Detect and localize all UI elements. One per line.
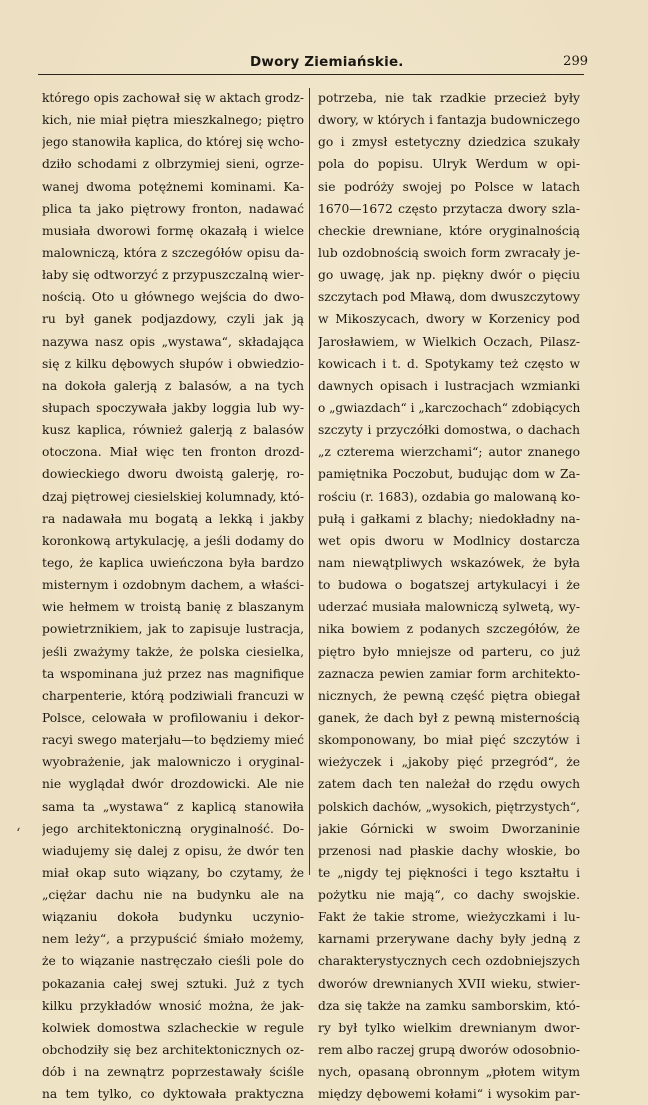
text-line: dzaj piętrowej ciesielskiej kolumnady, któ- xyxy=(42,489,304,504)
text-line: go i zmysł estetyczny dziedzica szukały xyxy=(318,135,580,150)
text-line: na dokoła galerją z balasów, a na tych xyxy=(42,378,304,393)
text-line: rem albo raczej grupą dworów odosobnio- xyxy=(318,1043,580,1058)
text-line: karnami przerywane dachy były jedną z xyxy=(318,932,580,947)
text-line: rościu (r. 1683), ozdabia go malowaną ko- xyxy=(318,489,580,504)
right-text-column xyxy=(318,87,580,1105)
header-rule xyxy=(38,74,584,75)
text-line: nością. Oto u głównego wejścia do dwo- xyxy=(42,290,304,305)
text-line: wie hełmem w troistą banię z blaszanym xyxy=(42,600,304,615)
text-line: wiązaniu dokoła budynku uczynio- xyxy=(42,910,304,925)
text-line: wieżyczek i „jakoby pięć przegród“, że xyxy=(318,755,580,770)
running-title: Dwory Ziemiańskie. xyxy=(250,54,404,70)
text-line: sie podróży swojej po Polsce w latach xyxy=(318,179,580,194)
text-line: którego opis zachował się w aktach grodz- xyxy=(42,91,304,105)
text-line: jeśli zważymy także, że polska ciesielka, xyxy=(42,644,304,659)
text-line: Jarosławiem, w Wielkich Oczach, Pilasz- xyxy=(318,334,580,349)
left-text-column xyxy=(42,87,304,1105)
text-line: koronkową artykulację, a jeśli dodamy do xyxy=(42,533,304,548)
text-line: skomponowany, bo miał pięć szczytów i xyxy=(318,733,580,748)
text-line: nem leży“, a przypuścić śmiało możemy, xyxy=(42,932,304,947)
text-line: wet opis dworu w Modlnicy dostarcza xyxy=(318,533,580,548)
text-line: przenosi nad płaskie dachy włoskie, bo xyxy=(318,843,580,858)
text-line: kich, nie miał piętra mieszkalnego; piętro xyxy=(42,113,304,128)
text-line: kusz kaplica, również galerją z balasów xyxy=(42,423,304,438)
text-line: na tem tylko, co dyktowała praktyczna xyxy=(42,1087,304,1102)
text-line: checkie drewniane, które oryginalnością xyxy=(318,223,580,238)
text-line: dowieckiego dworu dwoistą galerję, ro- xyxy=(42,467,304,482)
text-line: ry był tylko wielkim drewnianym dwor- xyxy=(318,1020,580,1035)
text-line: plica ta jako piętrowy fronton, nadawać xyxy=(42,201,304,216)
text-line: zaznacza pewien zamiar form architekto- xyxy=(318,666,580,681)
text-line: Polsce, celowała w profilowaniu i dekor- xyxy=(42,710,304,725)
text-line: jego architektoniczną oryginalność. Do- xyxy=(42,821,304,836)
text-line: pamiętnika Poczobut, budując dom w Za- xyxy=(318,467,580,482)
text-line: łaby się odtworzyć z przypuszczalną wier- xyxy=(42,268,304,283)
text-line: ta wspominana już przez nas magnifique xyxy=(42,666,304,681)
text-line: między dębowemi kołami“ i wysokim par- xyxy=(318,1087,580,1102)
text-line: „ciężar dachu nie na budynku ale na xyxy=(42,888,304,903)
text-line: Fakt że takie strome, wieżyczkami i lu- xyxy=(318,910,580,925)
text-line: szczytach pod Mławą, dom dwuszczytowy xyxy=(318,290,580,305)
text-line: wanej dwoma potężnemi kominami. Ka- xyxy=(42,179,304,194)
text-line: kowicach i t. d. Spotykamy też często w xyxy=(318,356,580,371)
text-line: nych, opasaną obronnym „płotem witym xyxy=(318,1065,580,1080)
text-line: ganek, że dach był z pewną misternością xyxy=(318,710,580,725)
text-line: pułą i gałkami z blachy; niedokładny na- xyxy=(318,511,580,526)
text-line: charpenterie, którą podziwiali francuzi w xyxy=(42,688,304,703)
text-line: ru był ganek podjazdowy, czyli jak ją xyxy=(42,312,304,327)
text-line: powietrznikiem, jak to zapisuje lustracja, xyxy=(42,622,304,637)
text-line: tego, że kaplica uwieńczona była bardzo xyxy=(42,555,304,570)
text-line: w Mikoszycach, dwory w Korzenicy pod xyxy=(318,312,580,327)
text-line: musiała dworowi formę okazałą i wielce xyxy=(42,223,304,238)
text-line: słupach spoczywała jakby loggia lub wy- xyxy=(42,400,304,415)
text-line: dób i na zewnątrz poprzestawały ściśle xyxy=(42,1065,304,1080)
text-line: piętro było mniejsze od parteru, co już xyxy=(318,644,580,659)
text-line: racyi swego materjału—to będziemy mieć xyxy=(42,733,304,748)
text-line: się z kilku dębowych słupów i obwiedzio- xyxy=(42,356,304,371)
text-line: uderzać musiała malowniczą sylwetą, wy- xyxy=(318,600,580,615)
text-line: lub ozdobnością swoich form zwracały je- xyxy=(318,245,580,260)
text-line: pola do popisu. Ulryk Werdum w opi- xyxy=(318,157,580,172)
text-line: że to wiązanie nastręczało cieśli pole do xyxy=(42,954,304,969)
text-line: wyobrażenie, jak malowniczo i oryginal- xyxy=(42,755,304,770)
text-line: ra nadawała mu bogatą a lekką i jakby xyxy=(42,511,304,526)
text-line: misternym i ozdobnym dachem, a właści- xyxy=(42,578,304,593)
column-divider xyxy=(309,88,310,875)
text-line: nie wyglądał dwór drozdowicki. Ale nie xyxy=(42,777,304,792)
text-line: dziło schodami z olbrzymiej sieni, ogrze- xyxy=(42,157,304,172)
text-line: jakie Górnicki w swoim Dworzaninie xyxy=(318,821,580,836)
text-line: sama ta „wystawa“ z kaplicą stanowiła xyxy=(42,799,304,814)
text-line: charakterystycznych cech ozdobniejszych xyxy=(318,954,580,969)
text-line: o „gwiazdach“ i „karczochach“ zdobiących xyxy=(318,400,580,415)
text-line: zatem dach ten należał do rzędu owych xyxy=(318,777,580,792)
text-line: nicznych, że pewną część piętra obiegał xyxy=(318,688,580,703)
text-line: wiadujemy się dalej z opisu, że dwór ten xyxy=(42,843,304,858)
text-line: nam niewątpliwych wskazówek, że była xyxy=(318,555,580,570)
margin-mark: ‘ xyxy=(16,826,21,842)
text-line: pokazania całej swej sztuki. Już z tych xyxy=(42,976,304,991)
text-line: polskich dachów, „wysokich, piętrzystych“, xyxy=(318,799,580,814)
text-line: obchodziły się bez architektonicznych oz- xyxy=(42,1043,304,1058)
text-line: te „nigdy tej piękności i tego kształtu i xyxy=(318,865,580,880)
text-line: „z czterema wierzchami“; autor znanego xyxy=(318,445,580,460)
text-line: pożytku nie mają“, co dachy swojskie. xyxy=(318,888,580,903)
page-header xyxy=(34,54,588,74)
text-line: nazywa nasz opis „wystawa“, składająca xyxy=(42,334,304,349)
text-line: kolwiek domostwa szlacheckie w regule xyxy=(42,1020,304,1035)
page-number: 299 xyxy=(563,54,588,69)
text-line: dworów drewnianych XVII wieku, stwier- xyxy=(318,976,580,991)
text-line: malowniczą, która z szczegółów opisu da- xyxy=(42,245,304,260)
text-line: jego stanowiła kaplica, do której się wcho- xyxy=(42,135,304,150)
text-line: szczyty i przyczółki domostwa, o dachach xyxy=(318,423,580,438)
text-line: miał okap suto wiązany, bo czytamy, że xyxy=(42,865,304,880)
text-line: dawnych opisach i lustracjach wzmianki xyxy=(318,378,580,393)
text-line: dwory, w których i fantazja budowniczego xyxy=(318,113,580,128)
text-line: go uwagę, jak np. piękny dwór o pięciu xyxy=(318,268,580,283)
text-line: to budowa o bogatszej artykulacyi i że xyxy=(318,578,580,593)
text-line: potrzeba, nie tak rzadkie przecież były xyxy=(318,91,580,105)
text-line: dza się także na zamku samborskim, któ- xyxy=(318,998,580,1013)
text-line: nika bowiem z podanych szczegółów, że xyxy=(318,622,580,637)
text-line: kilku przykładów wnosić można, że jak- xyxy=(42,998,304,1013)
text-line: 1670—1672 często przytacza dwory szla- xyxy=(318,201,580,216)
text-line: otoczona. Miał więc ten fronton drozd- xyxy=(42,445,304,460)
